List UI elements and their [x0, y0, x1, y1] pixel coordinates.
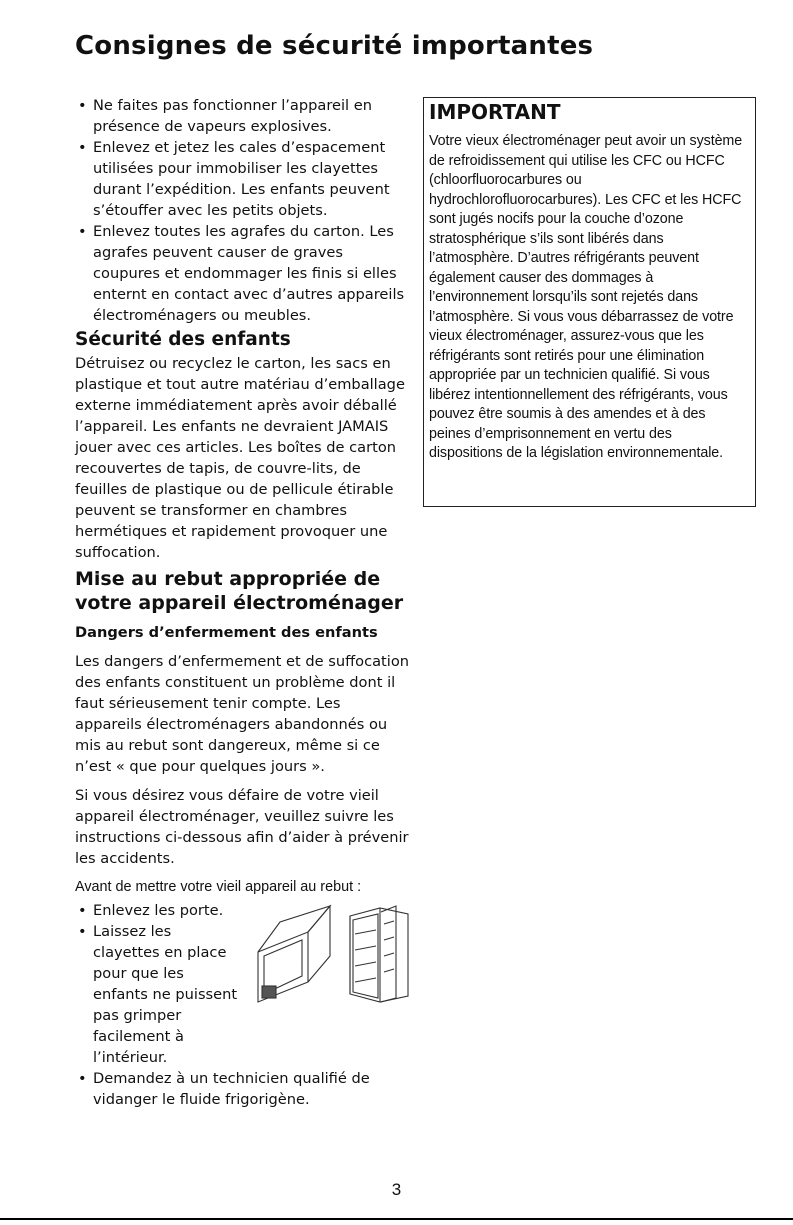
child-safety-heading: Sécurité des enfants	[75, 329, 291, 350]
before-disposal-intro: Avant de mettre votre vieil appareil au rebut :	[75, 879, 362, 895]
disposal-step: • Laissez les clayettes en place pour que les enfants ne puissent pas grimper facilement à l’intérieur.	[78, 921, 410, 1068]
safety-bullet-list	[75, 95, 410, 326]
left-column	[75, 95, 410, 1110]
safety-bullet: • Ne faites pas fonctionner l’appareil en présence de vapeurs explosives.	[78, 95, 410, 137]
important-box	[423, 97, 756, 507]
bottom-rule	[0, 1218, 793, 1220]
entrapment-paragraph: Si vous désirez vous défaire de votre vieil appareil électroménager, veuillez suivre les instructions ci-dessous afin d’aider à prévenir les accidents.	[75, 787, 409, 867]
disposal-steps	[75, 900, 410, 1110]
upright-fridge-icon	[350, 908, 408, 1002]
child-safety-paragraph: Détruisez ou recyclez le carton, les sacs en plastique et tout autre matériau d’emballage externe immédiatement après avoir déballé l’appareil. Les enfants ne devraient JAMAIS jouer avec ces articles. Les boîtes de carton recouvertes de tapis, de couvre-lits, de feuilles de plastique ou de pellicule étirable peuvent se transformer en chambres hermétiques et rapidement provoquer une suffocation.	[75, 355, 405, 561]
important-text: Votre vieux électroménager peut avoir un système de refroidissement qui utilise les CFC ou HCFC (chloorfluorocarbures ou hydrochlorofluorocarbures). Les CFC et les HCFC sont jugés nocifs pour la couche d’ozone stratosphérique s’ils sont libérés dans l’atmosphère. D’autres réfrigérants peuvent également causer des dommages à l’environnement lorsqu’ils sont rejetés dans l’atmosphère. Si vous vous débarrassez de votre vieux électroménager, assurez-vous que les réfrigérants sont retirés pour une élimination appropriée par un technicien qualifié. Si vous libérez intentionnellement des réfrigérants, vous pouvez être soumis à des amendes et à des peines d’emprisonnement en vertu des dispositions de la législation environnementale.	[429, 133, 743, 461]
important-title: IMPORTANT	[429, 100, 561, 124]
disposal-heading: Mise au rebut appropriée de votre appareil électroménager	[75, 568, 404, 614]
page-number: 3	[391, 1180, 402, 1199]
entrapment-paragraph: Les dangers d’enfermement et de suffocation des enfants constituent un problème dont il faut sérieusement tenir compte. Les appareils électroménagers abandonnés ou mis au rebut sont dangereux, même si ce n’est « que pour quelques jours ».	[75, 653, 410, 775]
safety-bullet: • Enlevez et jetez les cales d’espacement utilisées pour immobiliser les clayettes durant l’expédition. Les enfants peuvent s’étouffer avec les petits objets.	[78, 137, 410, 221]
entrapment-subheading: Dangers d’enfermement des enfants	[75, 624, 378, 641]
disposal-step: • Enlevez les porte.	[78, 900, 410, 921]
appliance-illustration	[250, 904, 410, 1004]
disposal-step: • Demandez à un technicien qualifié de vidanger le fluide frigorigène.	[78, 1068, 410, 1110]
page-title: Consignes de sécurité importantes	[75, 31, 594, 61]
safety-bullet: • Enlevez toutes les agrafes du carton. Les agrafes peuvent causer de graves coupures et endommager les finis si elles enternt en contact avec d’autres appareils électroménagers ou meubles.	[78, 221, 410, 326]
